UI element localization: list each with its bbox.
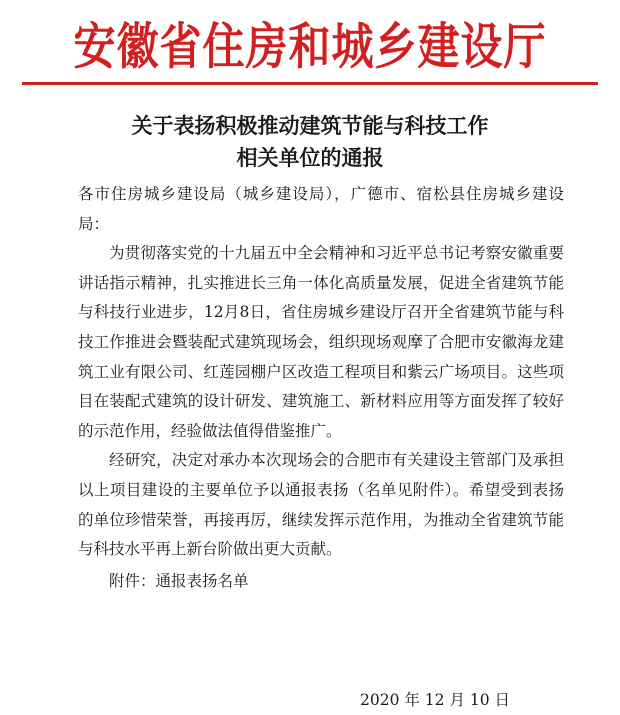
attachment-note: 附件：通报表扬名单 [109,571,249,590]
letterhead-divider [22,82,598,85]
title-line-2: 相关单位的通报 [236,145,384,170]
salutation: 各市住房城乡建设局（城乡建设局），广德市、宿松县住房城乡建设局： [78,185,564,233]
paragraph-background: 为贯彻落实党的十九届五中全会精神和习近平总书记考察安徽重要讲话指示精神，扎实推进长三角一体化高质量发展，促进全省建筑节能与科技行业进步，12月8日，省住房城乡建设厅召开全省建筑节能与科技工作推进会暨装配式建筑现场会，组织现场观摩了合肥市安徽海龙建筑工业有限公司、红莲园棚户区改造工程项目和紫云广场项目。这些项目在装配式建筑的设计研发、建筑施工、新材料应用等方面发挥了较好的示范作用，经验做法值得借鉴推广。 [78,244,564,440]
title-line-1: 关于表扬积极推动建筑节能与科技工作 [131,113,489,138]
paragraph-decision: 经研究，决定对承办本次现场会的合肥市有关建设主管部门及承担以上项目建设的主要单位予以通报表扬（名单见附件）。希望受到表扬的单位珍惜荣誉，再接再厉，继续发挥示范作用，为推动全省建筑节能与科技水平再上新台阶做出更大贡献。 [78,451,564,559]
issuing-organization: 安徽省住房和城乡建设厅 [73,17,547,76]
document-body [78,180,564,596]
document-title [0,110,620,174]
issue-date: 2020 年 12 月 10 日 [360,691,511,709]
